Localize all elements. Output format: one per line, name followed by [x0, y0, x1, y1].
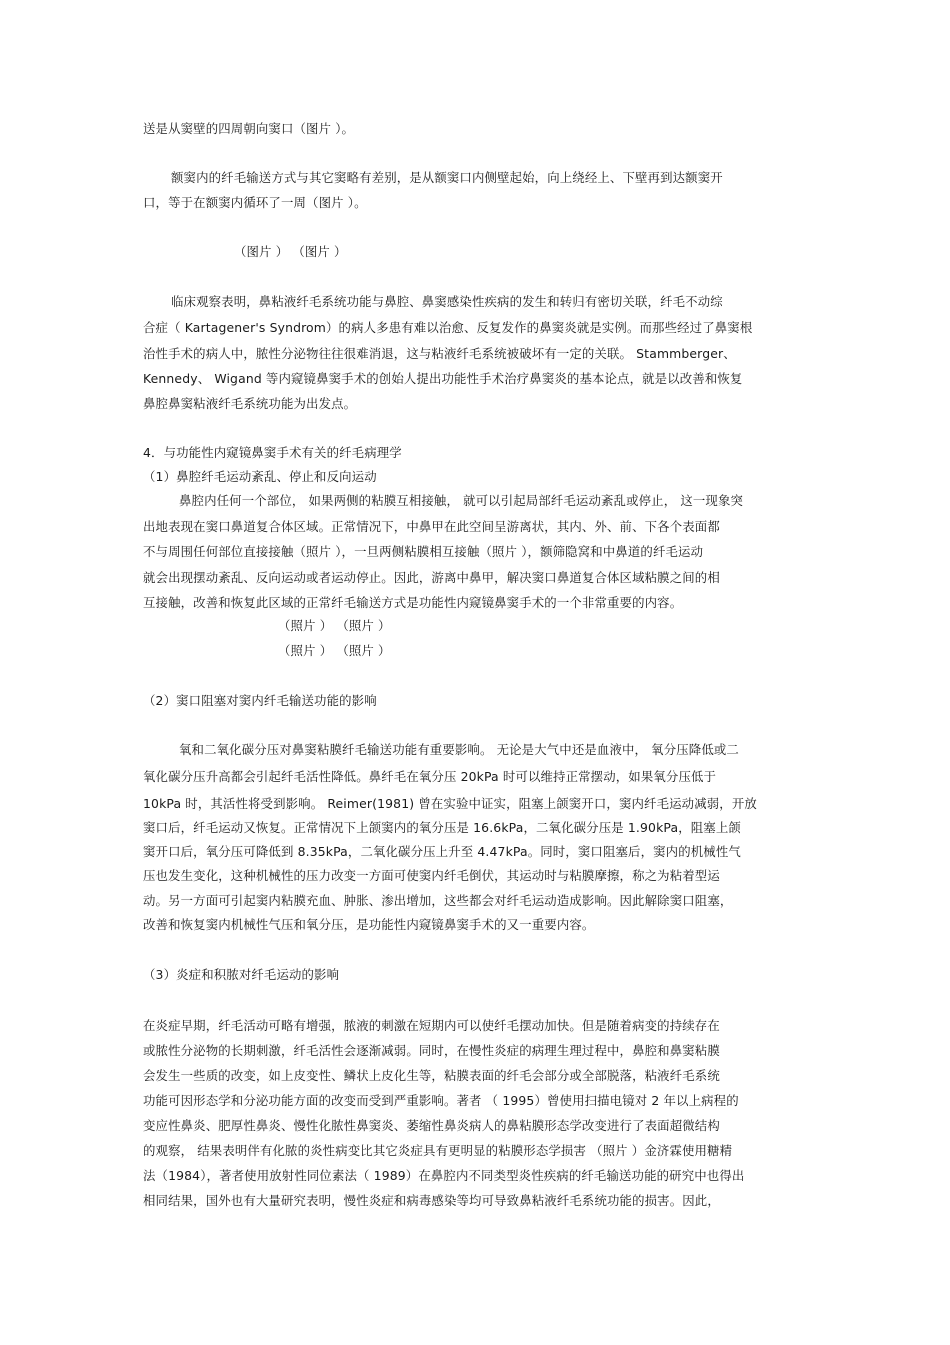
- text-line: 会发生一些质的改变，如上皮变性、鳞状上皮化生等，粘膜表面的纤毛会部分或全部脱落，粘液纤毛系统: [143, 1068, 720, 1083]
- text-line: 或脓性分泌物的长期刺激，纤毛活性会逐渐减弱。同时，在慢性炎症的病理生理过程中，鼻腔和鼻窦粘膜: [143, 1043, 720, 1058]
- text-line: 鼻腔内任何一个部位， 如果两侧的粘膜互相接触， 就可以引起局部纤毛运动紊乱或停止， 这一现象突: [179, 493, 744, 508]
- subsection-heading: （2）窦口阻塞对窦内纤毛输送功能的影响: [143, 693, 377, 708]
- text-line: 的观察， 结果表明伴有化脓的炎性病变比其它炎症具有更明显的粘膜形态学损害 （照片 ）金济霖使用糖精: [143, 1143, 733, 1158]
- text-line: 相同结果，国外也有大量研究表明，慢性炎症和病毒感染等均可导致鼻粘液纤毛系统功能的损害。因此，: [143, 1193, 720, 1208]
- text-line: 变应性鼻炎、肥厚性鼻炎、慢性化脓性鼻窦炎、萎缩性鼻炎病人的鼻粘膜形态学改变进行了表面超微结构: [143, 1118, 720, 1133]
- text-line: 动。另一方面可引起窦内粘膜充血、肿胀、渗出增加，这些都会对纤毛运动造成影响。因此解除窦口阻塞，: [143, 893, 733, 908]
- text-line: 鼻腔鼻窦粘液纤毛系统功能为出发点。: [143, 396, 357, 411]
- text-line: 法（1984），著者使用放射性同位素法（ 1989）在鼻腔内不同类型炎性疾病的纤毛输送功能的研究中也得出: [143, 1168, 745, 1183]
- text-line: 送是从窦壁的四周朝向窦口（图片 ）。: [143, 121, 355, 136]
- text-line: 窦口后，纤毛运动又恢复。正常情况下上颌窦内的氧分压是 16.6kPa，二氧化碳分压是 1.90kPa，阻塞上颌: [143, 820, 741, 835]
- subsection-heading: （1）鼻腔纤毛运动紊乱、停止和反向运动: [143, 469, 377, 484]
- text-line: 临床观察表明，鼻粘液纤毛系统功能与鼻腔、鼻窦感染性疾病的发生和转归有密切关联，纤毛不动综: [171, 294, 723, 309]
- figure-placeholder: （照片 ） （照片 ）: [278, 643, 391, 658]
- text-line: 口，等于在额窦内循环了一周（图片 ）。: [143, 195, 367, 210]
- text-line: 出地表现在窦口鼻道复合体区域。正常情况下，中鼻甲在此空间呈游离状，其内、外、前、下各个表面都: [143, 519, 720, 534]
- text-line: 10kPa 时，其活性将受到影响。 Reimer(1981) 曾在实验中证实，阻塞上颌窦开口，窦内纤毛运动减弱，开放: [143, 796, 757, 811]
- text-line: 压也发生变化，这种机械性的压力改变一方面可使窦内纤毛倒伏，其运动时与粘膜摩擦，称之为粘着型运: [143, 868, 720, 883]
- text-line: 氧化碳分压升高都会引起纤毛活性降低。鼻纤毛在氧分压 20kPa 时可以维持正常摆动，如果氧分压低于: [143, 769, 717, 784]
- subsection-heading: （3）炎症和积脓对纤毛运动的影响: [143, 967, 340, 982]
- text-line: 互接触，改善和恢复此区域的正常纤毛输送方式是功能性内窥镜鼻窦手术的一个非常重要的内容。: [143, 595, 683, 610]
- text-line: 合症（ Kartagener's Syndrom）的病人多患有难以治愈、反复发作的鼻窦炎就是实例。而那些经过了鼻窦根: [143, 320, 753, 335]
- text-line: 治性手术的病人中，脓性分泌物往往很难消退，这与粘液纤毛系统被破坏有一定的关联。 Stammberger、: [143, 346, 736, 361]
- figure-placeholder: （照片 ） （照片 ）: [278, 618, 391, 633]
- text-line: 不与周围任何部位直接接触（照片 ），一旦两侧粘膜相互接触（照片 ），额筛隐窝和中鼻道的纤毛运动: [143, 544, 704, 559]
- text-line: 功能可因形态学和分泌功能方面的改变而受到严重影响。著者 （ 1995）曾使用扫描电镜对 2 年以上病程的: [143, 1093, 739, 1108]
- text-line: 就会出现摆动紊乱、反向运动或者运动停止。因此，游离中鼻甲，解决窦口鼻道复合体区域粘膜之间的相: [143, 570, 720, 585]
- text-line: 窦开口后，氧分压可降低到 8.35kPa，二氧化碳分压上升至 4.47kPa。同时，窦口阻塞后，窦内的机械性气: [143, 844, 741, 859]
- figure-placeholder: （图片 ） （图片 ）: [234, 244, 347, 259]
- text-line: 在炎症早期，纤毛活动可略有增强，脓液的刺激在短期内可以使纤毛摆动加快。但是随着病变的持续存在: [143, 1018, 720, 1033]
- text-line: Kennedy、 Wigand 等内窥镜鼻窦手术的创始人提出功能性手术治疗鼻窦炎的基本论点，就是以改善和恢复: [143, 371, 743, 386]
- text-line: 改善和恢复窦内机械性气压和氧分压，是功能性内窥镜鼻窦手术的又一重要内容。: [143, 917, 595, 932]
- text-line: 氧和二氧化碳分压对鼻窦粘膜纤毛输送功能有重要影响。 无论是大气中还是血液中， 氧分压降低或二: [179, 742, 739, 757]
- text-line: 额窦内的纤毛输送方式与其它窦略有差别，是从额窦口内侧壁起始，向上绕经上、下壁再到达额窦开: [171, 170, 723, 185]
- section-heading: 4．与功能性内窥镜鼻窦手术有关的纤毛病理学: [143, 445, 402, 460]
